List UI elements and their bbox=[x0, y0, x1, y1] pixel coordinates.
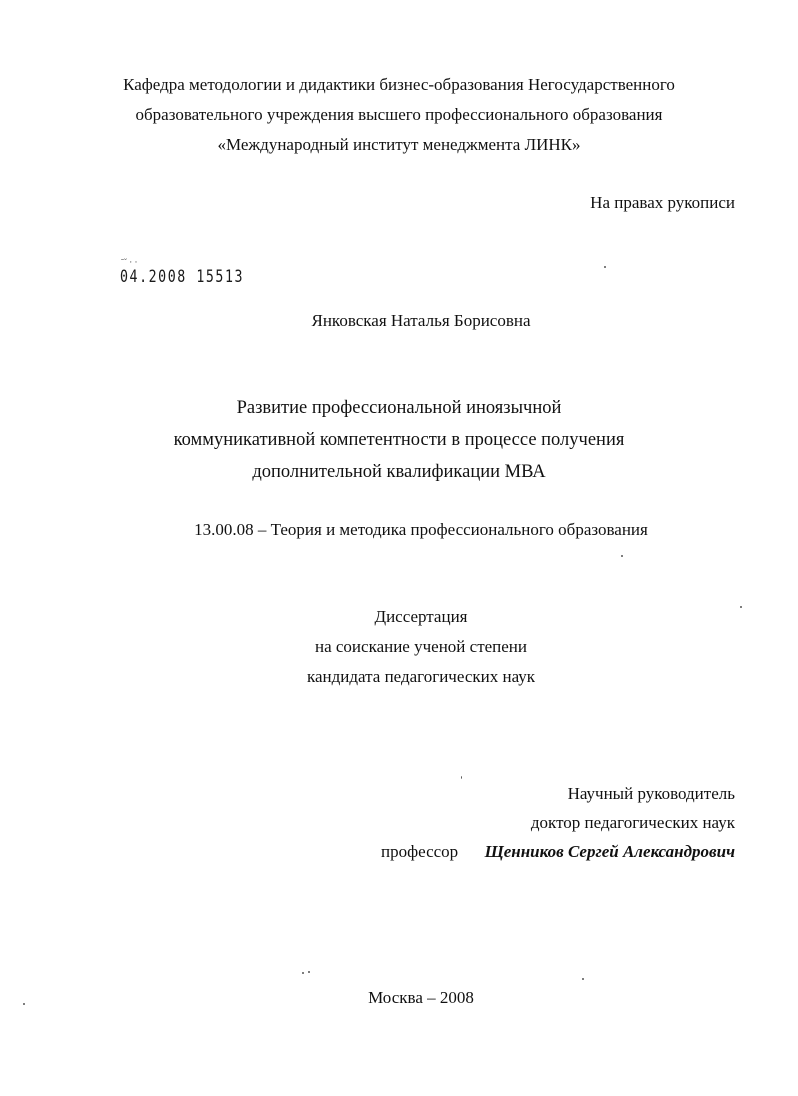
scan-speck bbox=[582, 978, 584, 980]
scan-speck bbox=[302, 972, 304, 974]
title-line-2: коммуникативной компетентности в процессе получения bbox=[173, 430, 625, 450]
manuscript-note: На правах рукописи bbox=[590, 193, 735, 212]
dissertation-field-line: кандидата педагогических наук bbox=[306, 667, 536, 686]
header-line-2: образовательного учреждения высшего профессионального образования bbox=[135, 105, 663, 124]
title-line-1: Развитие профессиональной иноязычной bbox=[236, 398, 562, 418]
dissertation-label: Диссертация bbox=[374, 607, 468, 626]
supervisor-rank: профессор bbox=[381, 842, 459, 861]
stamp-mark: ˉ˘ · · bbox=[121, 257, 138, 267]
supervisor-label: Научный руководитель bbox=[567, 784, 735, 803]
scan-speck bbox=[604, 266, 606, 268]
place-year: Москва – 2008 bbox=[368, 988, 474, 1007]
header-line-3: «Международный институт менеджмента ЛИНК» bbox=[217, 135, 581, 154]
title-line-3: дополнительной квалификации МВА bbox=[252, 462, 546, 482]
specialty-code: 13.00.08 – Теория и методика профессионального образования bbox=[194, 520, 648, 539]
dissertation-degree-line: на соискание ученой степени bbox=[314, 637, 528, 656]
scan-speck bbox=[23, 1003, 25, 1005]
library-stamp-code: 04.2008 15513 bbox=[120, 267, 245, 287]
header-line-1: Кафедра методологии и дидактики бизнес-образования Негосударственного bbox=[123, 75, 675, 94]
supervisor-degree: доктор педагогических наук bbox=[530, 813, 735, 832]
scan-speck bbox=[461, 776, 462, 779]
author-name: Янковская Наталья Борисовна bbox=[311, 311, 531, 330]
supervisor-name: Щенников Сергей Александрович bbox=[484, 842, 735, 861]
scan-speck bbox=[740, 606, 742, 608]
scan-speck bbox=[308, 971, 310, 973]
scan-speck bbox=[621, 555, 623, 557]
